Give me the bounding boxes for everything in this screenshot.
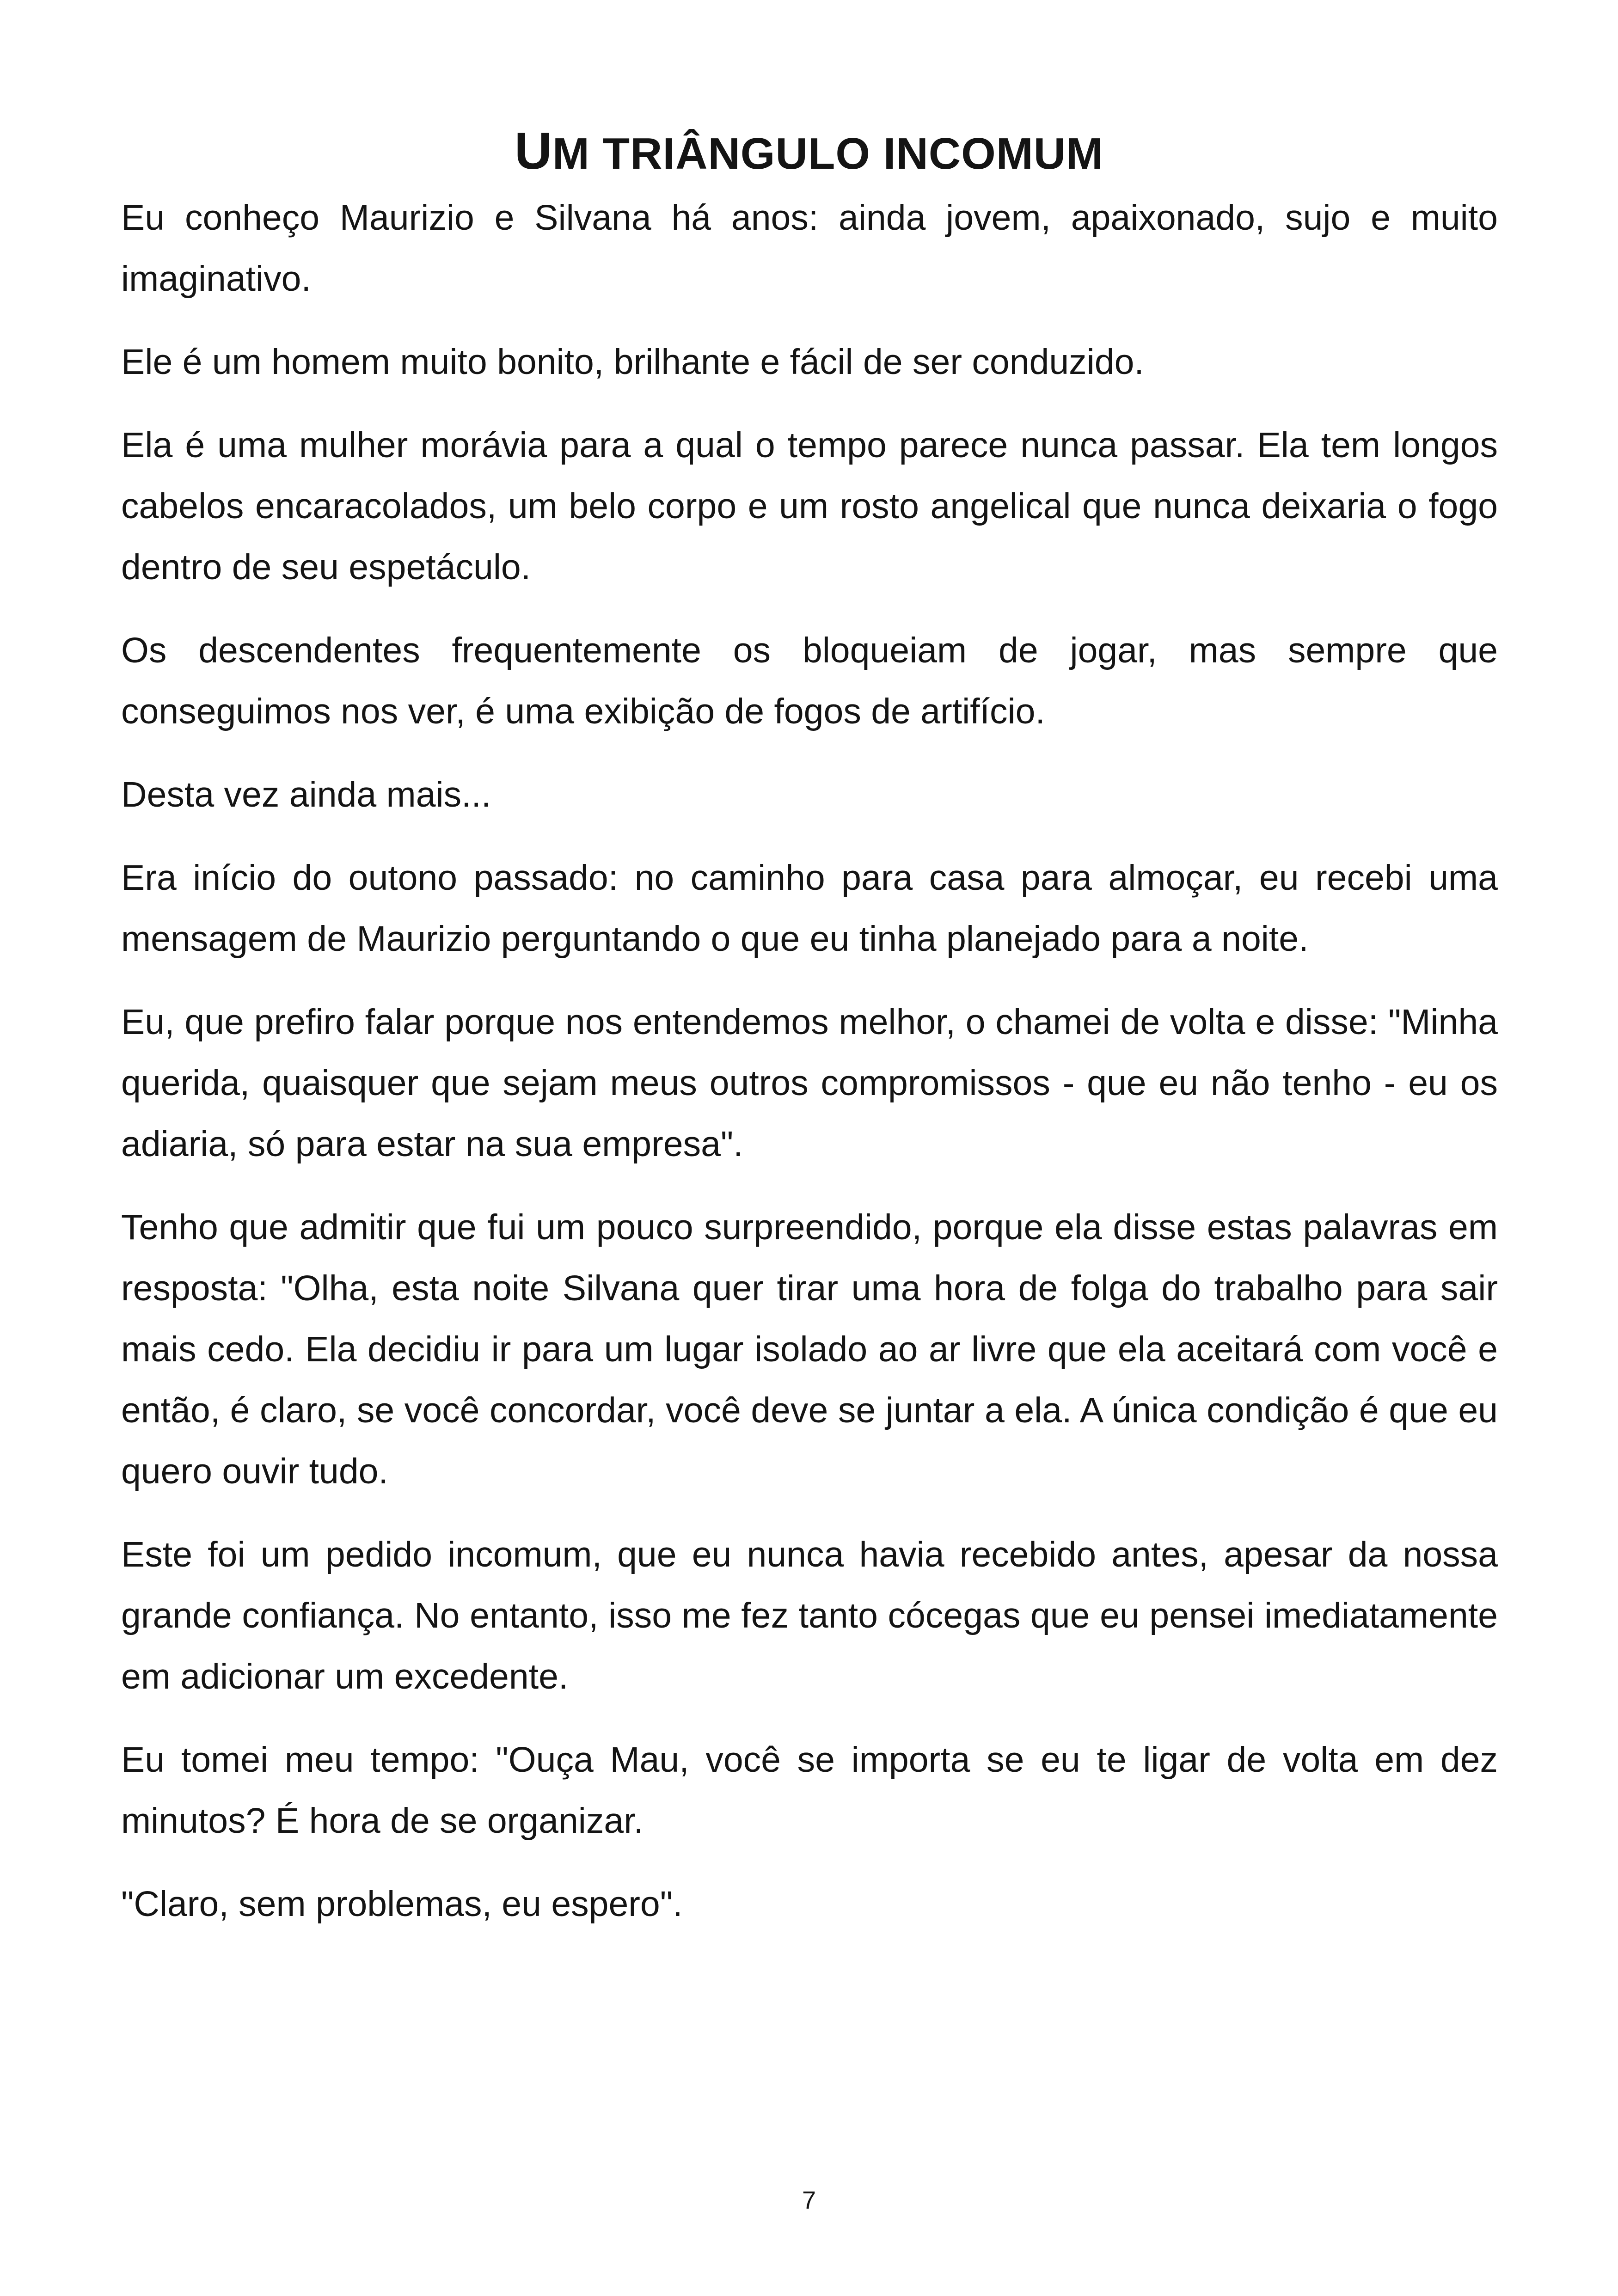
paragraph: "Claro, sem problemas, eu espero". bbox=[121, 1884, 683, 1924]
chapter-title-initial: U bbox=[514, 122, 552, 180]
paragraph: Era início do outono passado: no caminho para casa para almoçar, eu recebi uma mensagem de Maurizio perguntando o que eu tinha planejado para a noite. bbox=[121, 858, 1498, 959]
page-number: 7 bbox=[802, 2186, 816, 2214]
body-text bbox=[121, 187, 1498, 1957]
paragraph: Os descendentes frequentemente os bloqueiam de jogar, mas sempre que conseguimos nos ver, é uma exibição de fogos de artifício. bbox=[121, 631, 1498, 731]
paragraph: Desta vez ainda mais... bbox=[121, 775, 491, 814]
paragraph: Tenho que admitir que fui um pouco surpreendido, porque ela disse estas palavras em resposta: "Olha, esta noite Silvana quer tirar uma hora de folga do trabalho para sair mais cedo. Ela decidiu ir para um lugar isolado ao ar livre que ela aceitará com você e então, é claro, se você concordar, você deve se juntar a ela. A única condição é que eu quero ouvir tudo. bbox=[121, 1207, 1498, 1491]
paragraph: Eu tomei meu tempo: "Ouça Mau, você se importa se eu te ligar de volta em dez minutos? É hora de se organizar. bbox=[121, 1740, 1498, 1841]
paragraph: Ele é um homem muito bonito, brilhante e fácil de ser conduzido. bbox=[121, 342, 1144, 382]
paragraph: Ela é uma mulher morávia para a qual o tempo parece nunca passar. Ela tem longos cabelos encaracolados, um belo corpo e um rosto angelical que nunca deixaria o fogo dentro de seu espetáculo. bbox=[121, 425, 1498, 587]
chapter-title bbox=[0, 119, 1618, 186]
paragraph: Eu conheço Maurizio e Silvana há anos: ainda jovem, apaixonado, sujo e muito imaginativo. bbox=[121, 198, 1498, 299]
paragraph: Este foi um pedido incomum, que eu nunca havia recebido antes, apesar da nossa grande confiança. No entanto, isso me fez tanto cócegas que eu pensei imediatamente em adicionar um excedente. bbox=[121, 1535, 1498, 1696]
chapter-title-rest: M TRIÂNGULO INCOMUM bbox=[552, 129, 1104, 178]
paragraph: Eu, que prefiro falar porque nos entendemos melhor, o chamei de volta e disse: "Minha querida, quaisquer que sejam meus outros compromissos - que eu não tenho - eu os adiaria, só para estar na sua empresa". bbox=[121, 1002, 1498, 1164]
